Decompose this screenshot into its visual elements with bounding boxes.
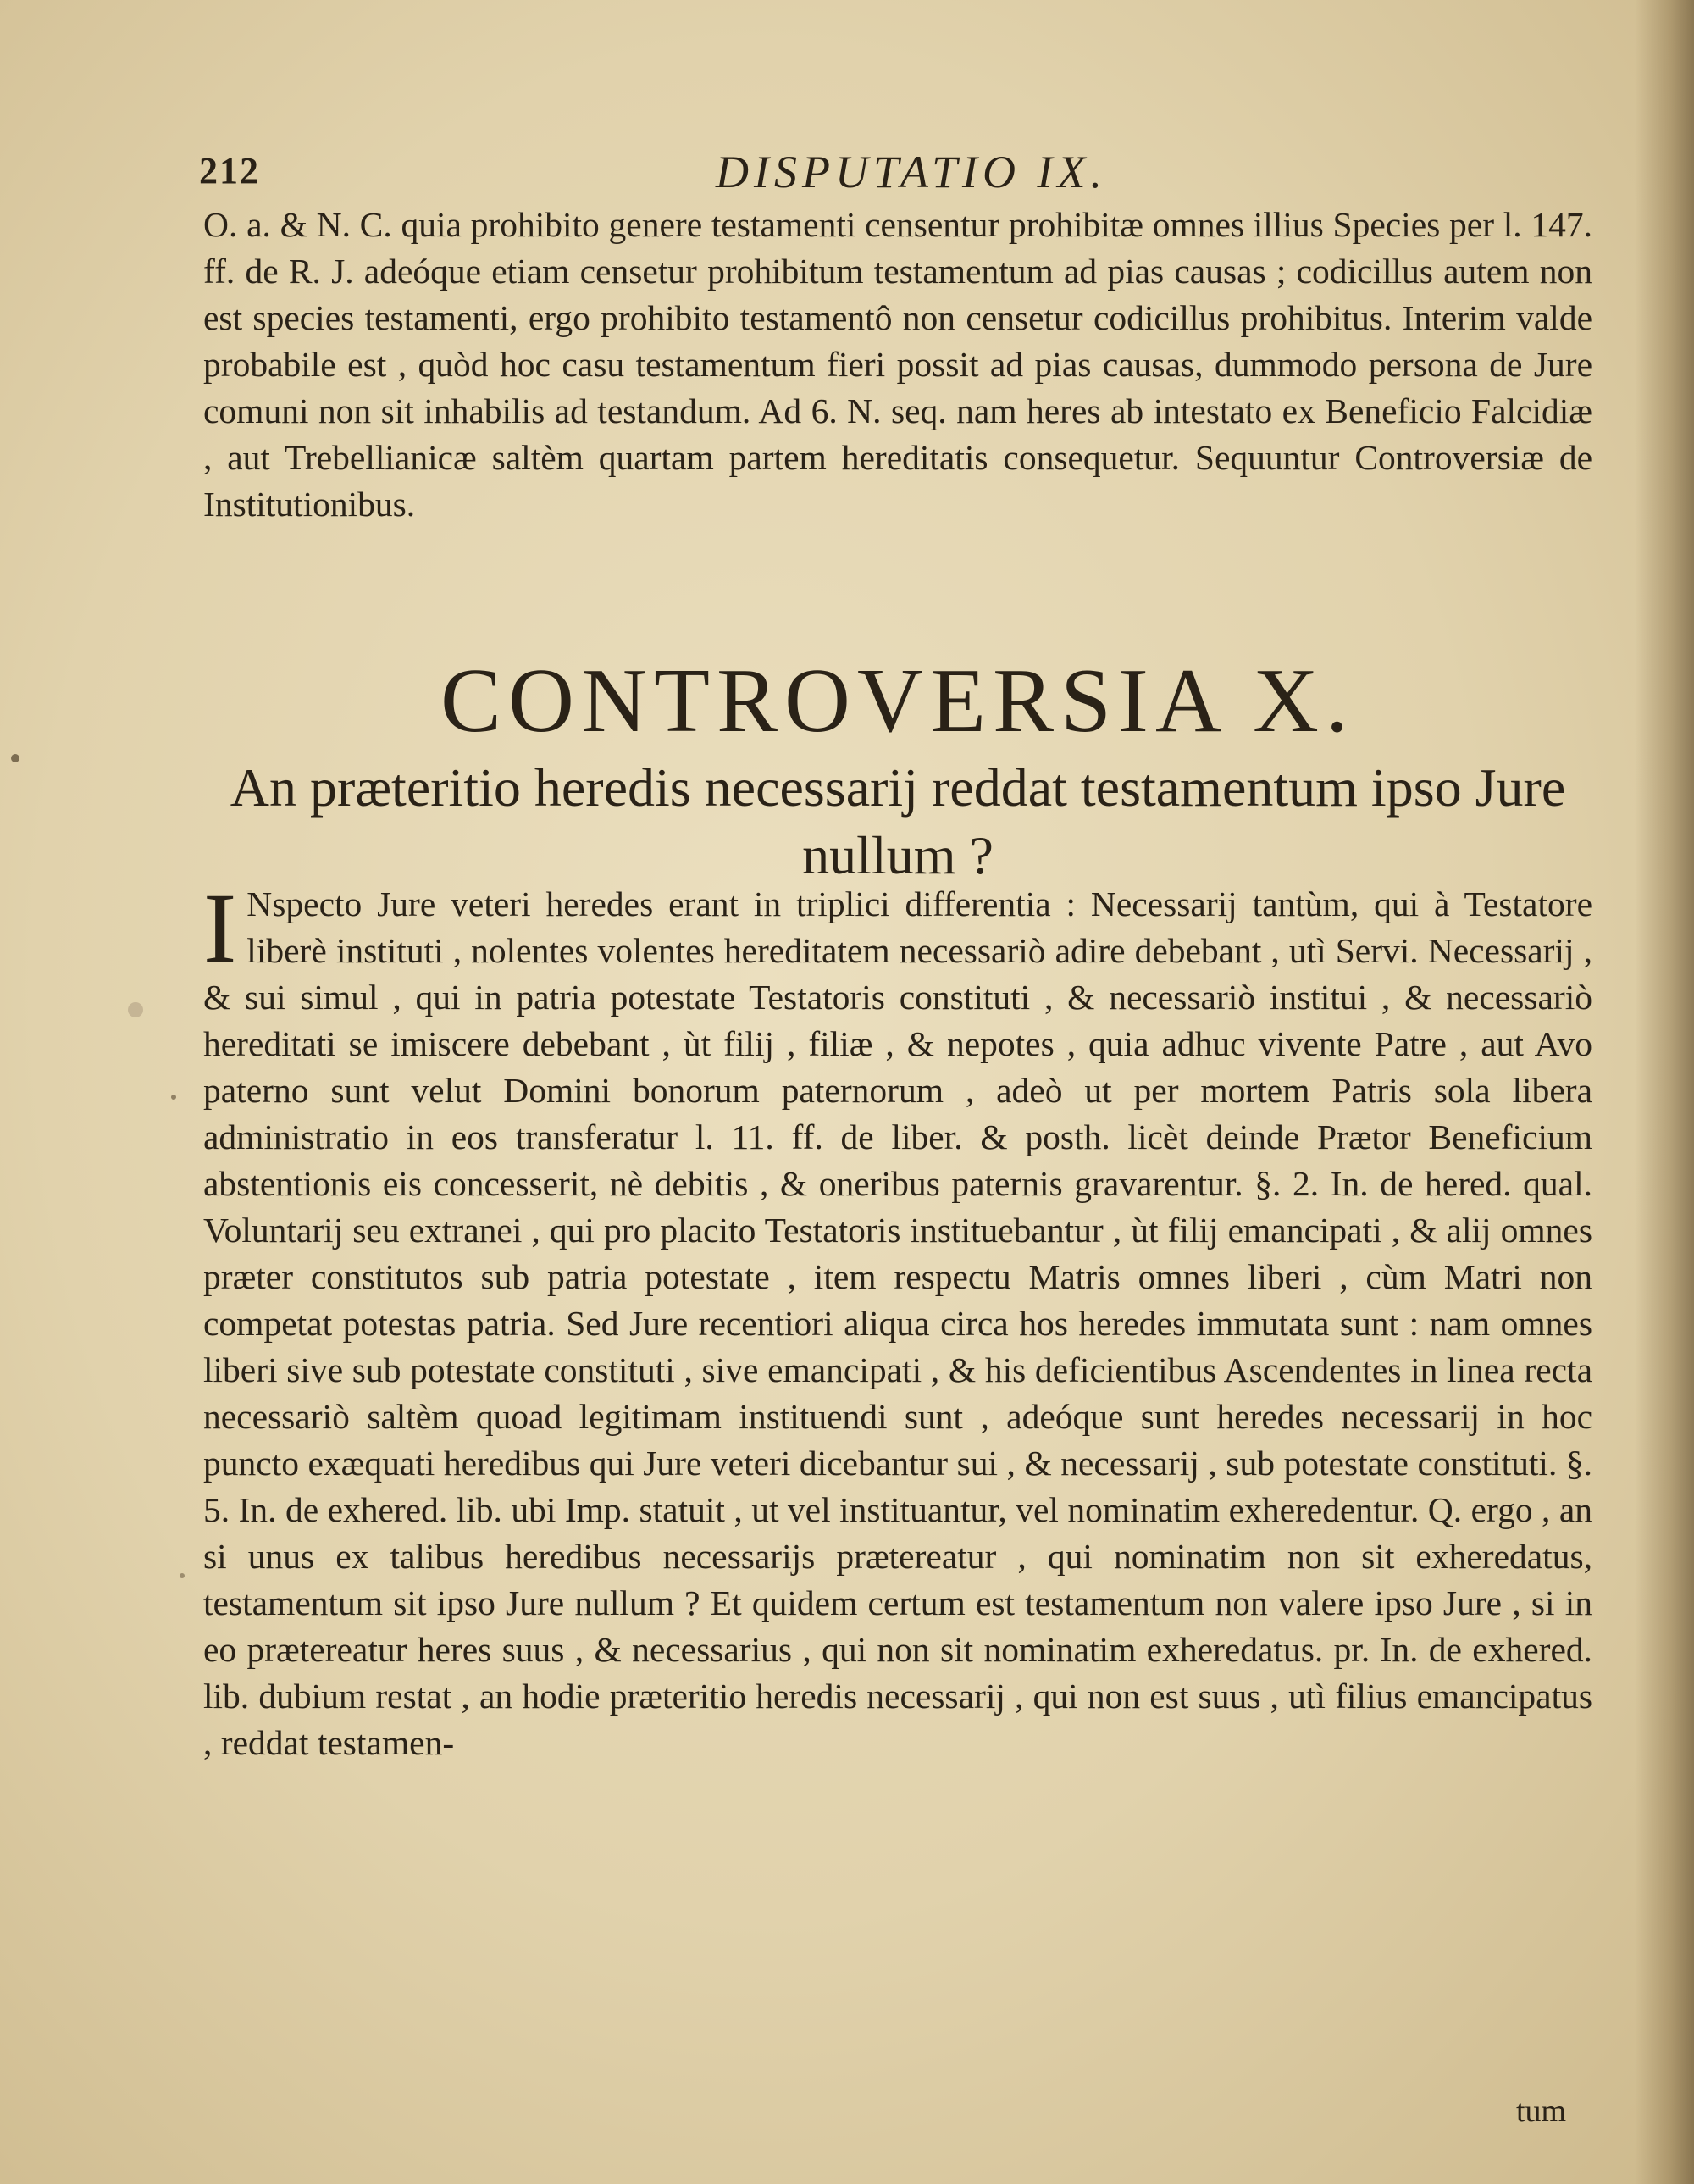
controversia-body-text: Nspecto Jure veteri heredes erant in triplici differentia : Necessarij tantùm, qui à Testatore liberè instituti , nolentes volentes hereditatem necessariò adire debebant , utì Servi. Necessarij , & sui simul , qui in patria potestate Testatoris constituti , & necessariò institui , & necessariò hereditati se imiscere debebant , ùt filij , filiæ , & nepotes , quia adhuc vivente Patre , aut Avo paterno sunt velut Domini bonorum paternorum , adeò ut per mortem Patris sola libera administratio in eos transferatur l. 11. ff. de liber. & posth. licèt deinde Prætor Beneficium abstentionis eis concesserit, nè debitis , & oneribus paternis gravarentur. §. 2. In. de hered. qual. Voluntarij seu extranei , qui pro placito Testatoris instituebantur , ùt filij emancipati , & alij omnes præter constitutos sub patria potestate , item respectu Matris omnes liberi , cùm Matri non competat potestas patria. Sed Jure recentiori aliqua circa hos heredes immutata sunt : nam omnes liberi sive sub potestate constituti , sive emancipati , & his deficientibus Ascendentes in linea recta necessariò saltèm quoad legitimam instituendi sunt , adeóque sunt heredes necessarij in hoc puncto exæquati heredibus qui Jure veteri dicebantur sui , & necessarij , sub potestate constituti. §. 5. In. de exhered. lib. ubi Imp. statuit , ut vel instituantur, vel nominatim exheredentur. Q. ergo , an si unus ex talibus heredibus necessarijs prætereatur , qui nominatim non sit exheredatus, testamentum sit ipso Jure nullum ? Et quidem certum est testamentum non valere ipso Jure , si in eo prætereatur heres suus , & necessarius , qui non sit nominatim exheredatus. pr. In. de exhered. lib. dubium restat , an hodie præteritio heredis necessarij , qui non est suus , utì filius emancipatus , reddat testamen- (203, 884, 1592, 1762)
running-title: DISPUTATIO IX. (716, 147, 1107, 197)
drop-cap: I (203, 873, 237, 984)
previous-controversy-text: O. a. & N. C. quia prohibito genere testamenti censentur prohibitæ omnes illius Species per l. 147. ff. de R. J. adeóque etiam censetur prohibitum testamentum ad pias causas ; codicillus autem non est species testamenti, ergo prohibito testamentô non censetur codicillus prohibitus. Interim valde probabile est , quòd hoc casu testamentum fieri possit ad pias causas, dummodo persona de Jure comuni non sit inhabilis ad testandum. Ad 6. N. seq. nam heres ab intestato ex Beneficio Falcidiæ , aut Trebellianicæ saltèm quartam partem hereditatis consequetur. Sequuntur Controversiæ de Institutionibus. (203, 205, 1592, 524)
page-number: 212 (199, 150, 260, 191)
controversia-heading: CONTROVERSIA X. (440, 651, 1356, 751)
controversia-question: An præteritio heredis necessarij reddat testamentum ipso Jure nullum ? (230, 757, 1566, 885)
catchword: tum (1516, 2093, 1567, 2129)
